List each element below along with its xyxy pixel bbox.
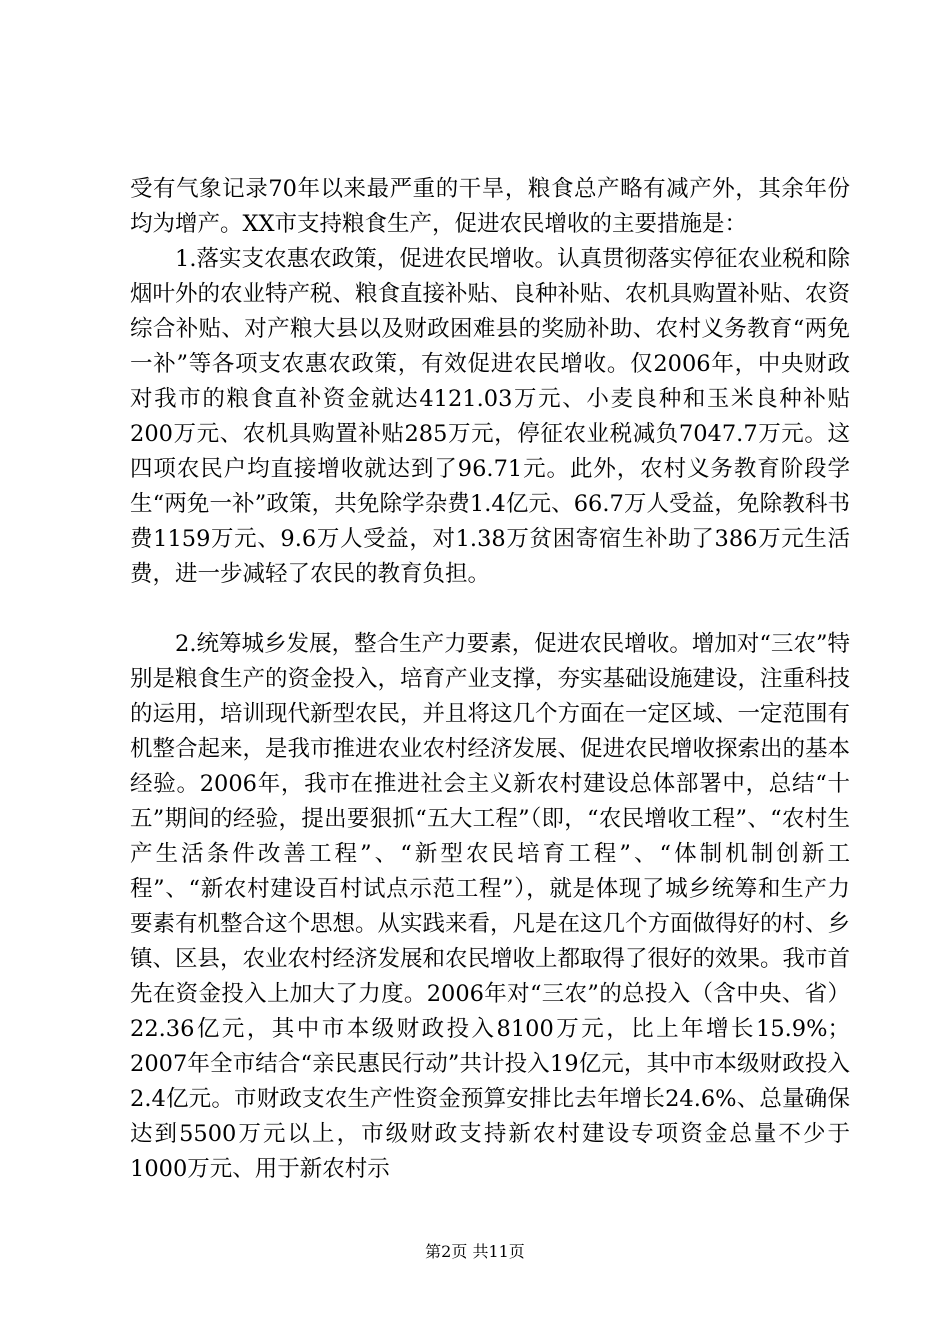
paragraph-measure-2: 2.统筹城乡发展，整合生产力要素，促进农民增收。增加对“三农”特别是粮食生产的资金投入，培育产业支撑，夯实基础设施建设，注重科技的运用，培训现代新型农民，并且将这几个方面在一定区域、一定范围有机整合起来，是我市推进农业农村经济发展、促进农民增收探索出的基本经验。2006年，我市在推进社会主义新农村建设总体部署中，总结“十五”期间的经验，提出要狠抓“五大工程”（即，“农民增收工程”、“农村生产生活条件改善工程”、“新型农民培育工程”、“体制机制创新工程”、“新农村建设百村试点示范工程”），就是体现了城乡统筹和生产力要素有机整合这个思想。从实践来看，凡是在这几个方面做得好的村、乡镇、区县，农业农村经济发展和农民增收上都取得了很好的效果。我市首先在资金投入上加大了力度。2006年对“三农”的总投入（含中央、省）22.36亿元，其中市本级财政投入8100万元，比上年增长15.9%；2007年全市结合“亲民惠民行动”共计投入19亿元，其中市本级财政投入2.4亿元。市财政支农生产性资金预算安排比去年增长24.6%、总量确保达到5500万元以上，市级财政支持新农村建设专项资金总量不少于1000万元、用于新农村示 [130,631,851,1182]
paragraph-measure-1: 1.落实支农惠农政策，促进农民增收。认真贯彻落实停征农业税和除烟叶外的农业特产税、粮食直接补贴、良种补贴、农机具购置补贴、农资综合补贴、对产粮大县以及财政困难县的奖励补助、农村义务教育“两免一补”等各项支农惠农政策，有效促进农民增收。仅2006年，中央财政对我市的粮食直补资金就达4121.03万元、小麦良种和玉米良种补贴200万元、农机具购置补贴285万元，停征农业税减负7047.7万元。这四项农民户均直接增收就达到了96.71元。此外，农村义务教育阶段学生“两免一补”政策，共免除学杂费1.4亿元、66.7万人受益，免除教科书费1159万元、9.6万人受益，对1.38万贫困寄宿生补助了386万元生活费，进一步减轻了农民的教育负担。 [130,246,851,587]
page-number-footer: 第2页 共11页 [425,1242,525,1261]
document-body [130,172,850,1187]
paragraph-continuation: 受有气象记录70年以来最严重的干旱，粮食总产略有减产外，其余年份均为增产。XX市支持粮食生产，促进农民增收的主要措施是： [130,176,850,237]
